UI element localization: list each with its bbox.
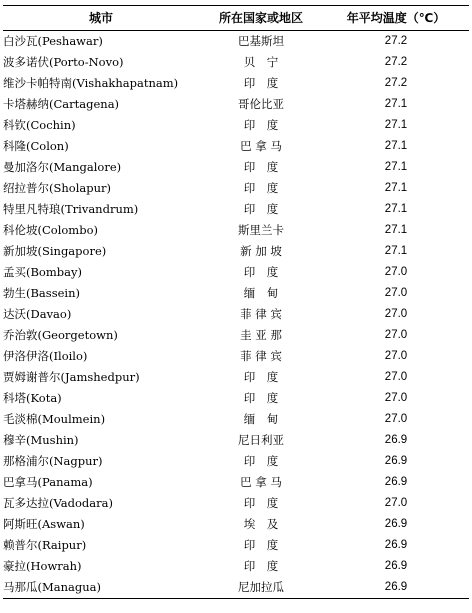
city-cell: 马那瓜(Managua) xyxy=(3,577,199,599)
header-country-region: 所在国家或地区 xyxy=(199,6,323,31)
city-cell: 绍拉普尔(Sholapur) xyxy=(3,181,111,195)
table-row xyxy=(3,451,469,472)
city-cell: 巴拿马(Panama) xyxy=(3,475,93,489)
country-cell: 印 度 xyxy=(243,454,279,468)
table-row xyxy=(3,472,469,493)
city-cell: 波多诺伏(Porto-Novo) xyxy=(3,55,124,69)
temperature-cell: 27.1 xyxy=(384,140,408,152)
country-cell: 巴 拿 马 xyxy=(240,475,282,489)
temperature-cell: 27.0 xyxy=(384,329,408,341)
country-cell: 圭 亚 那 xyxy=(240,328,282,342)
city-cell: 曼加洛尔(Mangalore) xyxy=(3,160,122,174)
table-row xyxy=(3,94,469,115)
temperature-cell: 27.0 xyxy=(384,350,408,362)
country-cell: 印 度 xyxy=(243,118,279,132)
city-cell: 贾姆谢普尔(Jamshedpur) xyxy=(3,370,140,384)
table-row xyxy=(3,136,469,157)
country-cell: 菲 律 宾 xyxy=(240,349,282,363)
city-cell: 新加坡(Singapore) xyxy=(3,244,107,258)
table-row xyxy=(3,199,469,220)
country-cell: 哥伦比亚 xyxy=(238,97,284,111)
country-cell: 印 度 xyxy=(243,202,279,216)
country-cell: 印 度 xyxy=(243,181,279,195)
table-row xyxy=(3,430,469,451)
temperature-cell: 27.1 xyxy=(384,98,408,110)
header-annual-mean-temperature: 年平均温度（℃） xyxy=(323,6,469,31)
temperature-cell: 27.1 xyxy=(384,161,408,173)
temperature-cell: 27.2 xyxy=(384,35,408,47)
city-cell: 阿斯旺(Aswan) xyxy=(3,517,85,531)
city-cell: 卡塔赫纳(Cartagena) xyxy=(3,97,120,111)
table-body xyxy=(3,31,469,599)
country-cell: 尼加拉瓜 xyxy=(199,577,323,599)
city-cell: 特里凡特琅(Trivandrum) xyxy=(3,202,139,216)
table-row xyxy=(3,388,469,409)
table-row xyxy=(3,535,469,556)
temperature-cell: 26.9 xyxy=(384,434,408,446)
temperature-cell: 27.2 xyxy=(384,77,408,89)
country-cell: 巴 拿 马 xyxy=(240,139,282,153)
country-cell: 埃 及 xyxy=(243,517,279,531)
table-row xyxy=(3,283,469,304)
table-row xyxy=(3,493,469,514)
city-cell: 毛淡棉(Moulmein) xyxy=(3,412,106,426)
city-cell: 勃生(Bassein) xyxy=(3,286,80,300)
temperature-cell: 27.0 xyxy=(384,392,408,404)
city-cell: 乔治敦(Georgetown) xyxy=(3,328,118,342)
header-city: 城市 xyxy=(3,6,199,31)
city-cell: 维沙卡帕特南(Vishakhapatnam) xyxy=(3,76,179,90)
temperature-cell: 27.0 xyxy=(384,371,408,383)
table-row xyxy=(3,325,469,346)
temperature-cell: 27.1 xyxy=(384,182,408,194)
country-cell: 新 加 坡 xyxy=(240,244,282,258)
table-row xyxy=(3,346,469,367)
country-cell: 缅 甸 xyxy=(243,286,279,300)
country-cell: 斯里兰卡 xyxy=(238,223,284,237)
table-row xyxy=(3,556,469,577)
country-cell: 印 度 xyxy=(243,265,279,279)
country-cell: 印 度 xyxy=(243,370,279,384)
table-row xyxy=(3,31,469,53)
table-row xyxy=(3,241,469,262)
temperature-cell: 27.0 xyxy=(384,308,408,320)
country-cell: 印 度 xyxy=(243,76,279,90)
city-cell: 豪拉(Howrah) xyxy=(3,559,82,573)
country-cell: 印 度 xyxy=(243,559,279,573)
country-cell: 缅 甸 xyxy=(243,412,279,426)
city-cell: 科伦坡(Colombo) xyxy=(3,223,98,237)
city-temperature-document xyxy=(3,5,469,599)
city-cell: 那格浦尔(Nagpur) xyxy=(3,454,103,468)
city-cell: 孟买(Bombay) xyxy=(3,265,82,279)
temperature-cell: 27.1 xyxy=(384,119,408,131)
country-cell: 尼日利亚 xyxy=(238,433,284,447)
table-row xyxy=(3,73,469,94)
temperature-cell: 27.2 xyxy=(384,56,408,68)
table-row xyxy=(3,52,469,73)
temperature-cell: 27.1 xyxy=(384,224,408,236)
city-cell: 瓦多达拉(Vadodara) xyxy=(3,496,113,510)
city-cell: 科钦(Cochin) xyxy=(3,118,76,132)
temperature-cell: 26.9 xyxy=(323,577,469,599)
table-row xyxy=(3,178,469,199)
table-row xyxy=(3,157,469,178)
temperature-cell: 26.9 xyxy=(384,455,408,467)
temperature-cell: 26.9 xyxy=(384,539,408,551)
temperature-cell: 26.9 xyxy=(384,476,408,488)
temperature-cell: 27.0 xyxy=(384,287,408,299)
table-row xyxy=(3,220,469,241)
temperature-cell: 27.0 xyxy=(384,266,408,278)
temperature-cell: 27.0 xyxy=(384,413,408,425)
country-cell: 印 度 xyxy=(243,538,279,552)
table-row xyxy=(3,262,469,283)
temperature-cell: 27.1 xyxy=(384,203,408,215)
country-cell: 印 度 xyxy=(243,496,279,510)
temperature-cell: 27.0 xyxy=(384,497,408,509)
temperature-cell: 26.9 xyxy=(384,560,408,572)
table-row xyxy=(3,409,469,430)
city-cell: 达沃(Davao) xyxy=(3,307,72,321)
temperature-cell: 27.1 xyxy=(384,245,408,257)
city-cell: 科隆(Colon) xyxy=(3,139,69,153)
table-row xyxy=(3,115,469,136)
city-cell: 赖普尔(Raipur) xyxy=(3,538,87,552)
country-cell: 巴基斯坦 xyxy=(238,34,284,48)
city-temperature-table xyxy=(3,5,469,599)
table-row xyxy=(3,577,469,599)
city-cell: 穆辛(Mushin) xyxy=(3,433,79,447)
city-cell: 白沙瓦(Peshawar) xyxy=(3,34,103,48)
country-cell: 贝 宁 xyxy=(243,55,279,69)
table-row xyxy=(3,304,469,325)
temperature-cell: 26.9 xyxy=(384,518,408,530)
table-row xyxy=(3,514,469,535)
city-cell: 科塔(Kota) xyxy=(3,391,62,405)
country-cell: 印 度 xyxy=(243,160,279,174)
country-cell: 印 度 xyxy=(243,391,279,405)
table-header xyxy=(3,6,469,31)
header-row xyxy=(3,6,469,31)
city-cell: 伊洛伊洛(Iloilo) xyxy=(3,349,88,363)
country-cell: 菲 律 宾 xyxy=(240,307,282,321)
table-row xyxy=(3,367,469,388)
